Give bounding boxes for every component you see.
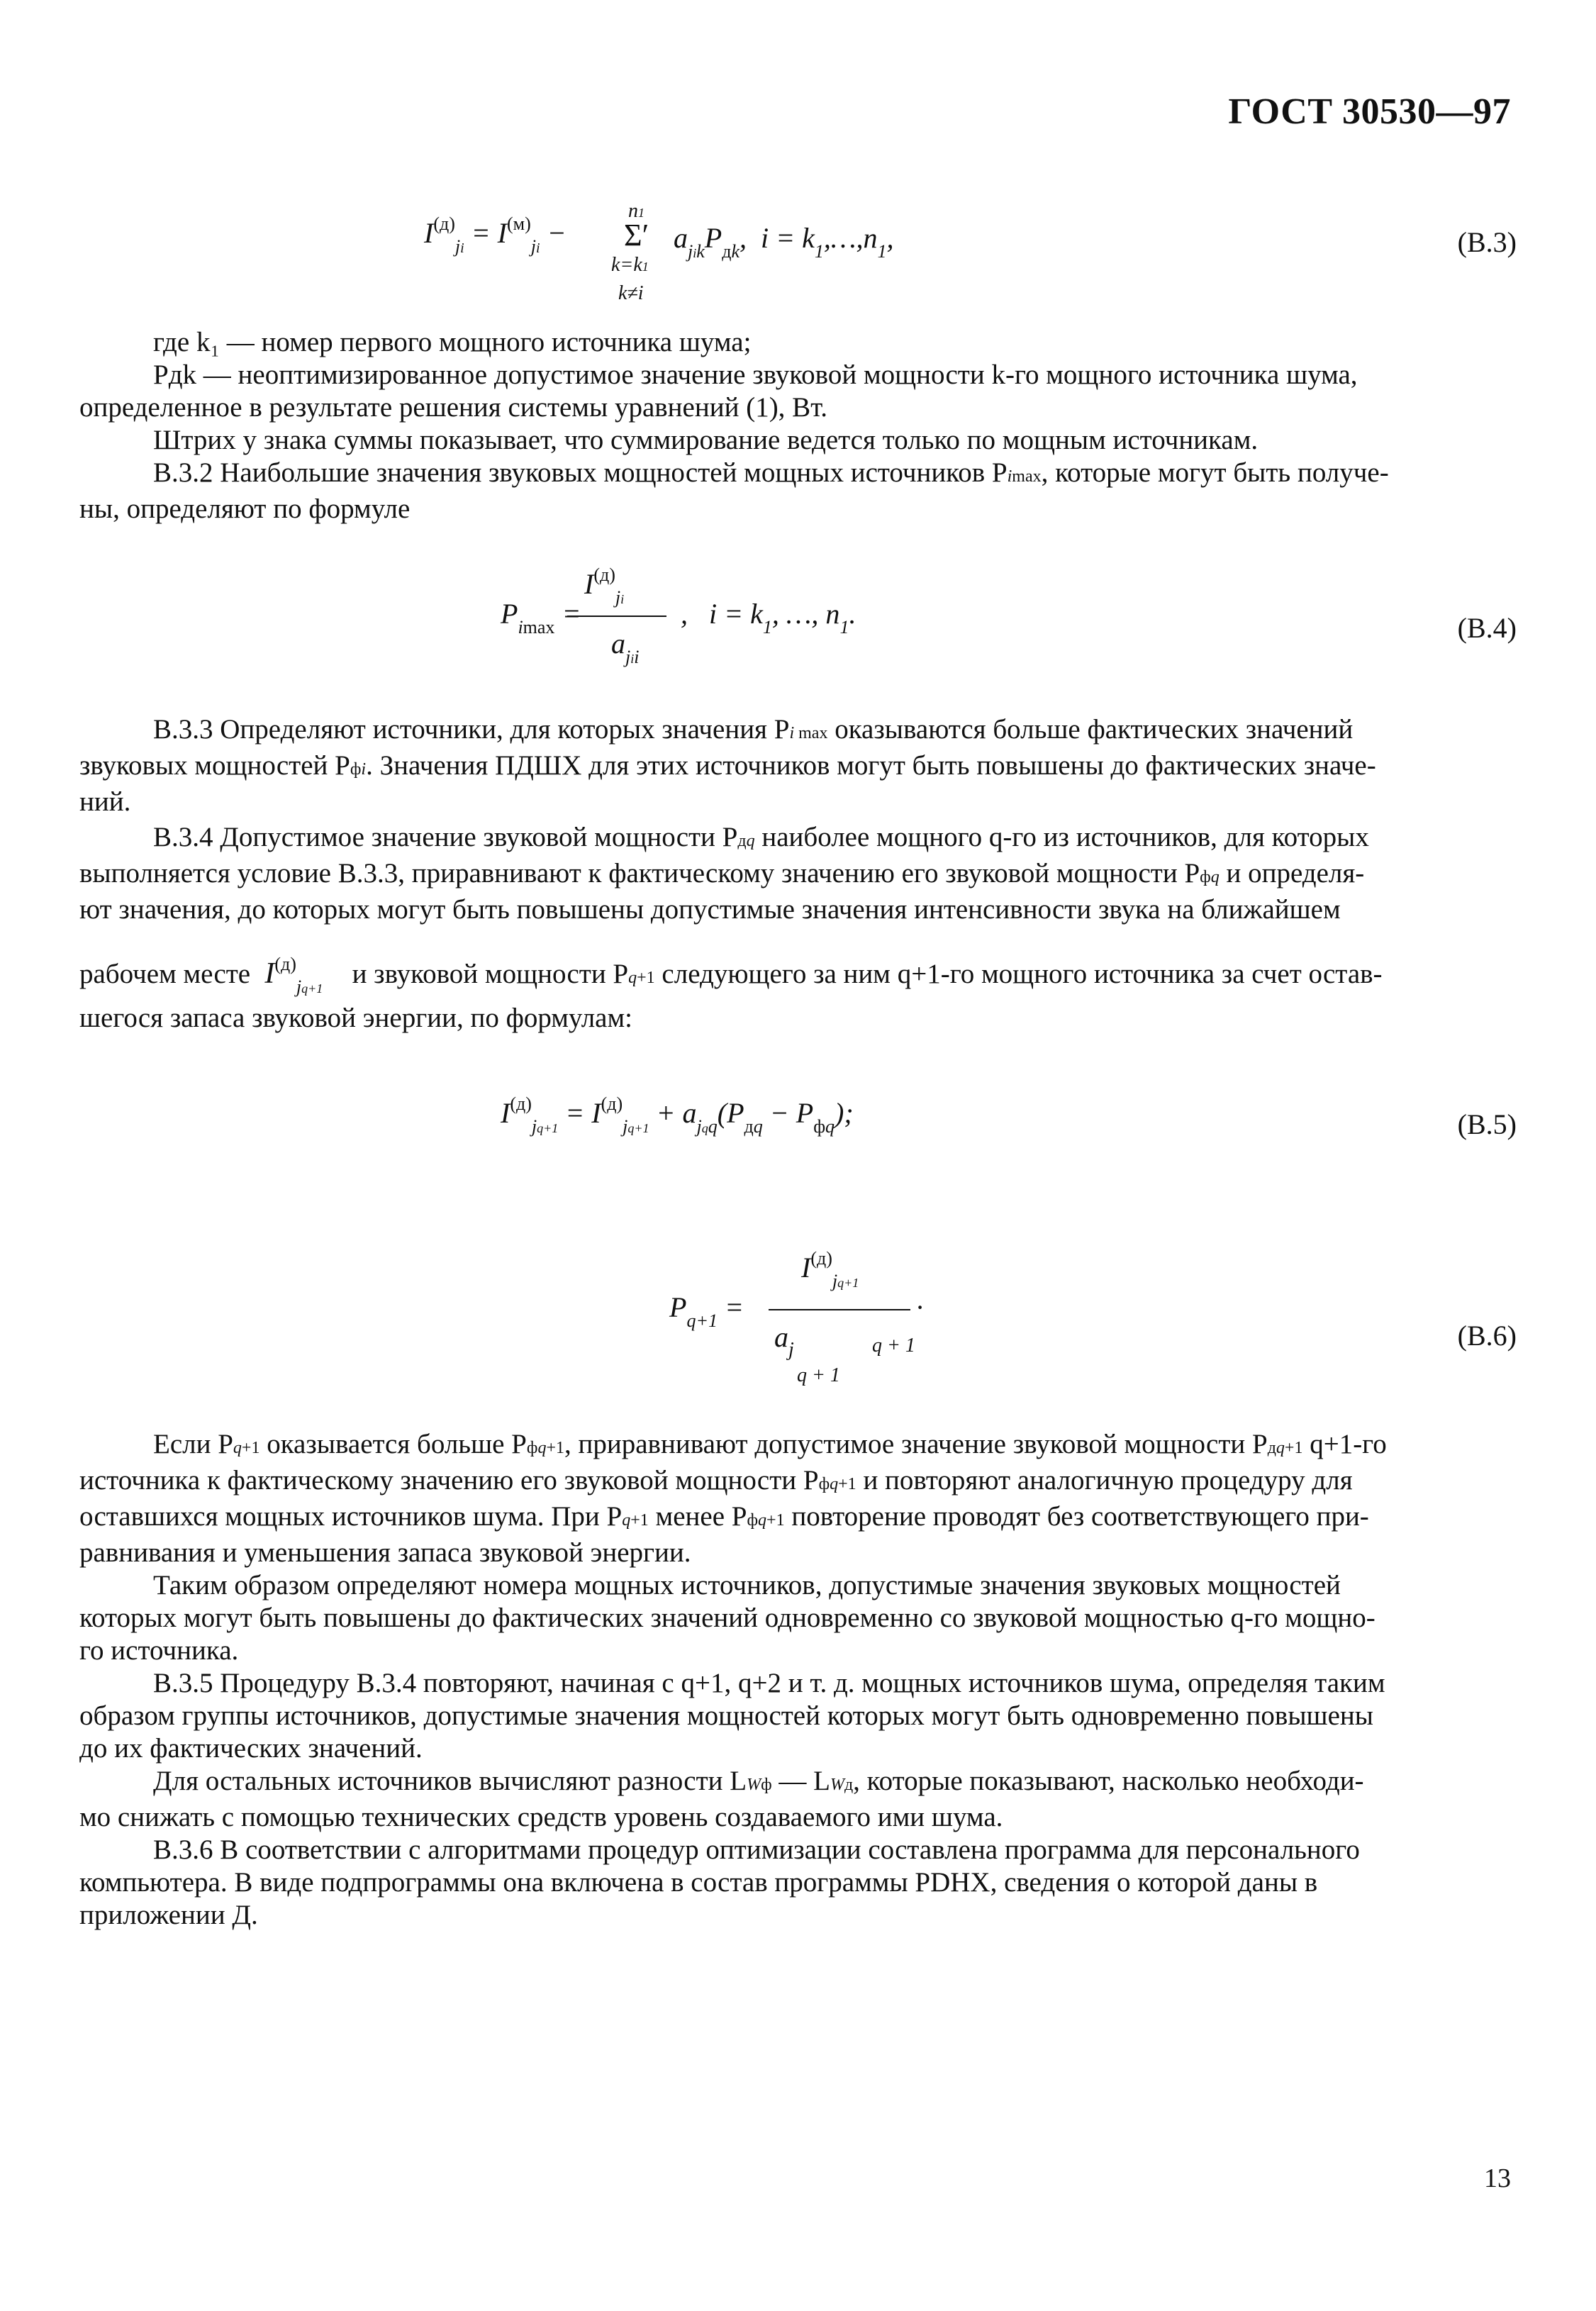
- paragraph-rest-line1: Для остальных источников вычисляют разности LWф — LWд, которые показывают, насколько необходи-: [153, 1766, 1364, 1796]
- paragraph-b35-line1: В.3.5 Процедуру В.3.4 повторяют, начиная с q+1, q+2 и т. д. мощных источников шума, определяя таким: [153, 1668, 1385, 1698]
- formula-b5: $I^{(д)}_{jq+1} = I^{(д)}_{jq+1} + a_{jqq}(P_{дq} - P_{фq})$;: [501, 1093, 854, 1137]
- paragraph-b33-line3: ний.: [79, 786, 131, 817]
- page-number: 13: [1484, 2164, 1511, 2193]
- paragraph-b32-line1: В.3.2 Наибольшие значения звуковых мощностей мощных источников Pimax, которые могут быть получе-: [153, 457, 1389, 488]
- paragraph-b36-line3: приложении Д.: [79, 1900, 258, 1930]
- equation-number-b6: (В.6): [1457, 1320, 1517, 1352]
- document-page: ГОСТ 30530—97 $I^{(д)}_{ji} = I^{(м)}_{ji}$ − n1 Σ′ k=k1 k≠i $a_{jik}P_{дk}$, $i = k_1,\dots,n_1$, (В.3) где k₁ — номер первого мощного источника шума; Pдk — неоптимизированное допустимое значение звуковой мощности k-го мощного источника шума, определенное в результате решения системы уравнений (1), Вт. Штрих у знака суммы показывает, что суммирование ведется только по мощным источникам. В.3.2 Наибольшие значения звуковых мощностей мощных источников Pimax, которые могут быть получе- ны, определяют по формуле $I^{(д)}_{ji}$ $P_{imax}$ = $a_{jii}$ , $i = k_1$, …, $n_1$. (В.4) В.3.3 Определяют источники, для которых значения Pi max оказываются больше фактических значений звуковых мощностей Pфi. Значения ПДШХ для этих источников могут быть повышены до фактических значе- ний. В.3.4 Допустимое значение звуковой мощности Pдq наиболее мощного q-го из источников, для которых выполняется условие В.3.3, приравнивают к фактическому значению его звуковой мощности Pфq и определя- ют значения, до которых могут быть повышены допустимые значения интенсивности звука на ближайшем рабочем месте $I^{(д)}_{jq+1}$ и звуковой мощности Pq+1 следующего за ним q+1-го мощного источника за счет остав- шегося запаса звуковой энергии, по формулам: $I^{(д)}_{jq+1} = I^{(д)}_{jq+1} + a_{jqq}(P_{дq} - P_{фq})$; (В.5) $I^{(д)}_{jq+1}$ $P_{q+1}$ = a j q + 1 q + 1 · (В.6) Если Pq+1 оказывается больше Pфq+1, приравнивают допустимое значение звуковой мощности Pдq+1 q+1-го источника к фактическому значению его звуковой мощности Pфq+1 и повторяют аналогичную процедуру для оставшихся мощных источников шума. При Pq+1 менее Pфq+1 повторение проводят без соответствующего при- равнивания и уменьшения запаса звуковой энергии. Таким образом определяют номера мощных источников, допустимые значения звуковых мощностей которых могут быть повышены до фактических значений одновременно со звуковой мощностью q-го мощно- го источника. В.3.5 Процедуру В.3.4 повторяют, начиная с q+1, q+2 и т. д. мощных источников шума, определяя таким образом группы источников, допустимые значения мощностей которых могут быть одновременно повышены до их фактических значений. Для остальных источников вычисляют разности LWф — LWд, которые показывают, насколько необходи- мо снижать с помощью технических средств уровень создаваемого ими шума. В.3.6 В соответствии с алгоритмами процедур оптимизации составлена программа для персонального компьютера. В виде подпрограммы она включена в состав программы PDHX, сведения о которой даны в приложении Д. 13: [79, 91, 1517, 2193]
- standard-header: ГОСТ 30530—97: [1228, 91, 1511, 132]
- paragraph-stroke-note: Штрих у знака суммы показывает, что суммирование ведется только по мощным источникам.: [153, 425, 1259, 455]
- paragraph-thus-line2: которых могут быть повышены до фактических значений одновременно со звуковой мощностью q-го мощно-: [79, 1603, 1375, 1633]
- paragraph-b36-line2: компьютера. В виде подпрограммы она включена в состав программы PDHX, сведения о которой даны в: [79, 1867, 1318, 1898]
- paragraph-b35-line3: до их фактических значений.: [79, 1733, 423, 1764]
- paragraph-pdk-definition-1: Pдk — неоптимизированное допустимое значение звуковой мощности k-го мощного источника шума,: [153, 360, 1358, 390]
- paragraph-if-line3: оставшихся мощных источников шума. При Pq+1 менее Pфq+1 повторение проводят без соответствующего при-: [79, 1501, 1369, 1532]
- equation-number-b5: (В.5): [1457, 1108, 1517, 1140]
- paragraph-b33-line2: звуковых мощностей Pфi. Значения ПДШХ для этих источников могут быть повышены до фактических значе-: [79, 750, 1376, 781]
- paragraph-pdk-definition-2: определенное в результате решения системы уравнений (1), Вт.: [79, 392, 828, 423]
- paragraph-if-line1: Если Pq+1 оказывается больше Pфq+1, приравнивают допустимое значение звуковой мощности Pдq+1 q+1-го: [153, 1429, 1387, 1459]
- paragraph-b35-line2: образом группы источников, допустимые значения мощностей которых могут быть одновременно повышены: [79, 1700, 1373, 1731]
- text-block-b33-b34: [79, 713, 1512, 1035]
- text-block-definitions: [79, 326, 1512, 525]
- paragraph-b36-line1: В.3.6 В соответствии с алгоритмами процедур оптимизации составлена программа для персонального: [153, 1834, 1360, 1865]
- paragraph-rest-line2: мо снижать с помощью технических средств уровень создаваемого ими шума.: [79, 1802, 1003, 1832]
- paragraph-if-line2: источника к фактическому значению его звуковой мощности Pфq+1 и повторяют аналогичную процедуру для: [79, 1465, 1353, 1496]
- paragraph-b34-line3: ют значения, до которых могут быть повышены допустимые значения интенсивности звука на ближайшем: [79, 894, 1341, 925]
- equation-number-b4: (В.4): [1457, 612, 1517, 644]
- paragraph-thus-line3: го источника.: [79, 1635, 239, 1666]
- equation-number-b3: (В.3): [1457, 226, 1517, 258]
- paragraph-where-k1: где k₁ — номер первого мощного источника шума;: [153, 327, 752, 357]
- text-block-conclusion: [79, 1428, 1512, 1932]
- paragraph-b34-line4: рабочем месте $I^{(д)}_{jq+1}$ и звуковой мощности Pq+1 следующего за ним q+1-го мощного источника за счет остав-: [79, 954, 1383, 997]
- paragraph-b34-line2: выполняется условие В.3.3, приравнивают к фактическому значению его звуковой мощности Pфq и определя-: [79, 858, 1365, 889]
- paragraph-b34-line1: В.3.4 Допустимое значение звуковой мощности Pдq наиболее мощного q-го из источников, для которых: [153, 822, 1369, 852]
- paragraph-b32-line2: ны, определяют по формуле: [79, 494, 411, 524]
- paragraph-thus-line1: Таким образом определяют номера мощных источников, допустимые значения звуковых мощностей: [153, 1570, 1341, 1600]
- paragraph-if-line4: равнивания и уменьшения запаса звуковой энергии.: [79, 1537, 691, 1568]
- paragraph-b34-line5: шегося запаса звуковой энергии, по формулам:: [79, 1003, 632, 1033]
- paragraph-b33-line1: В.3.3 Определяют источники, для которых значения Pi max оказываются больше фактических значений: [153, 714, 1354, 745]
